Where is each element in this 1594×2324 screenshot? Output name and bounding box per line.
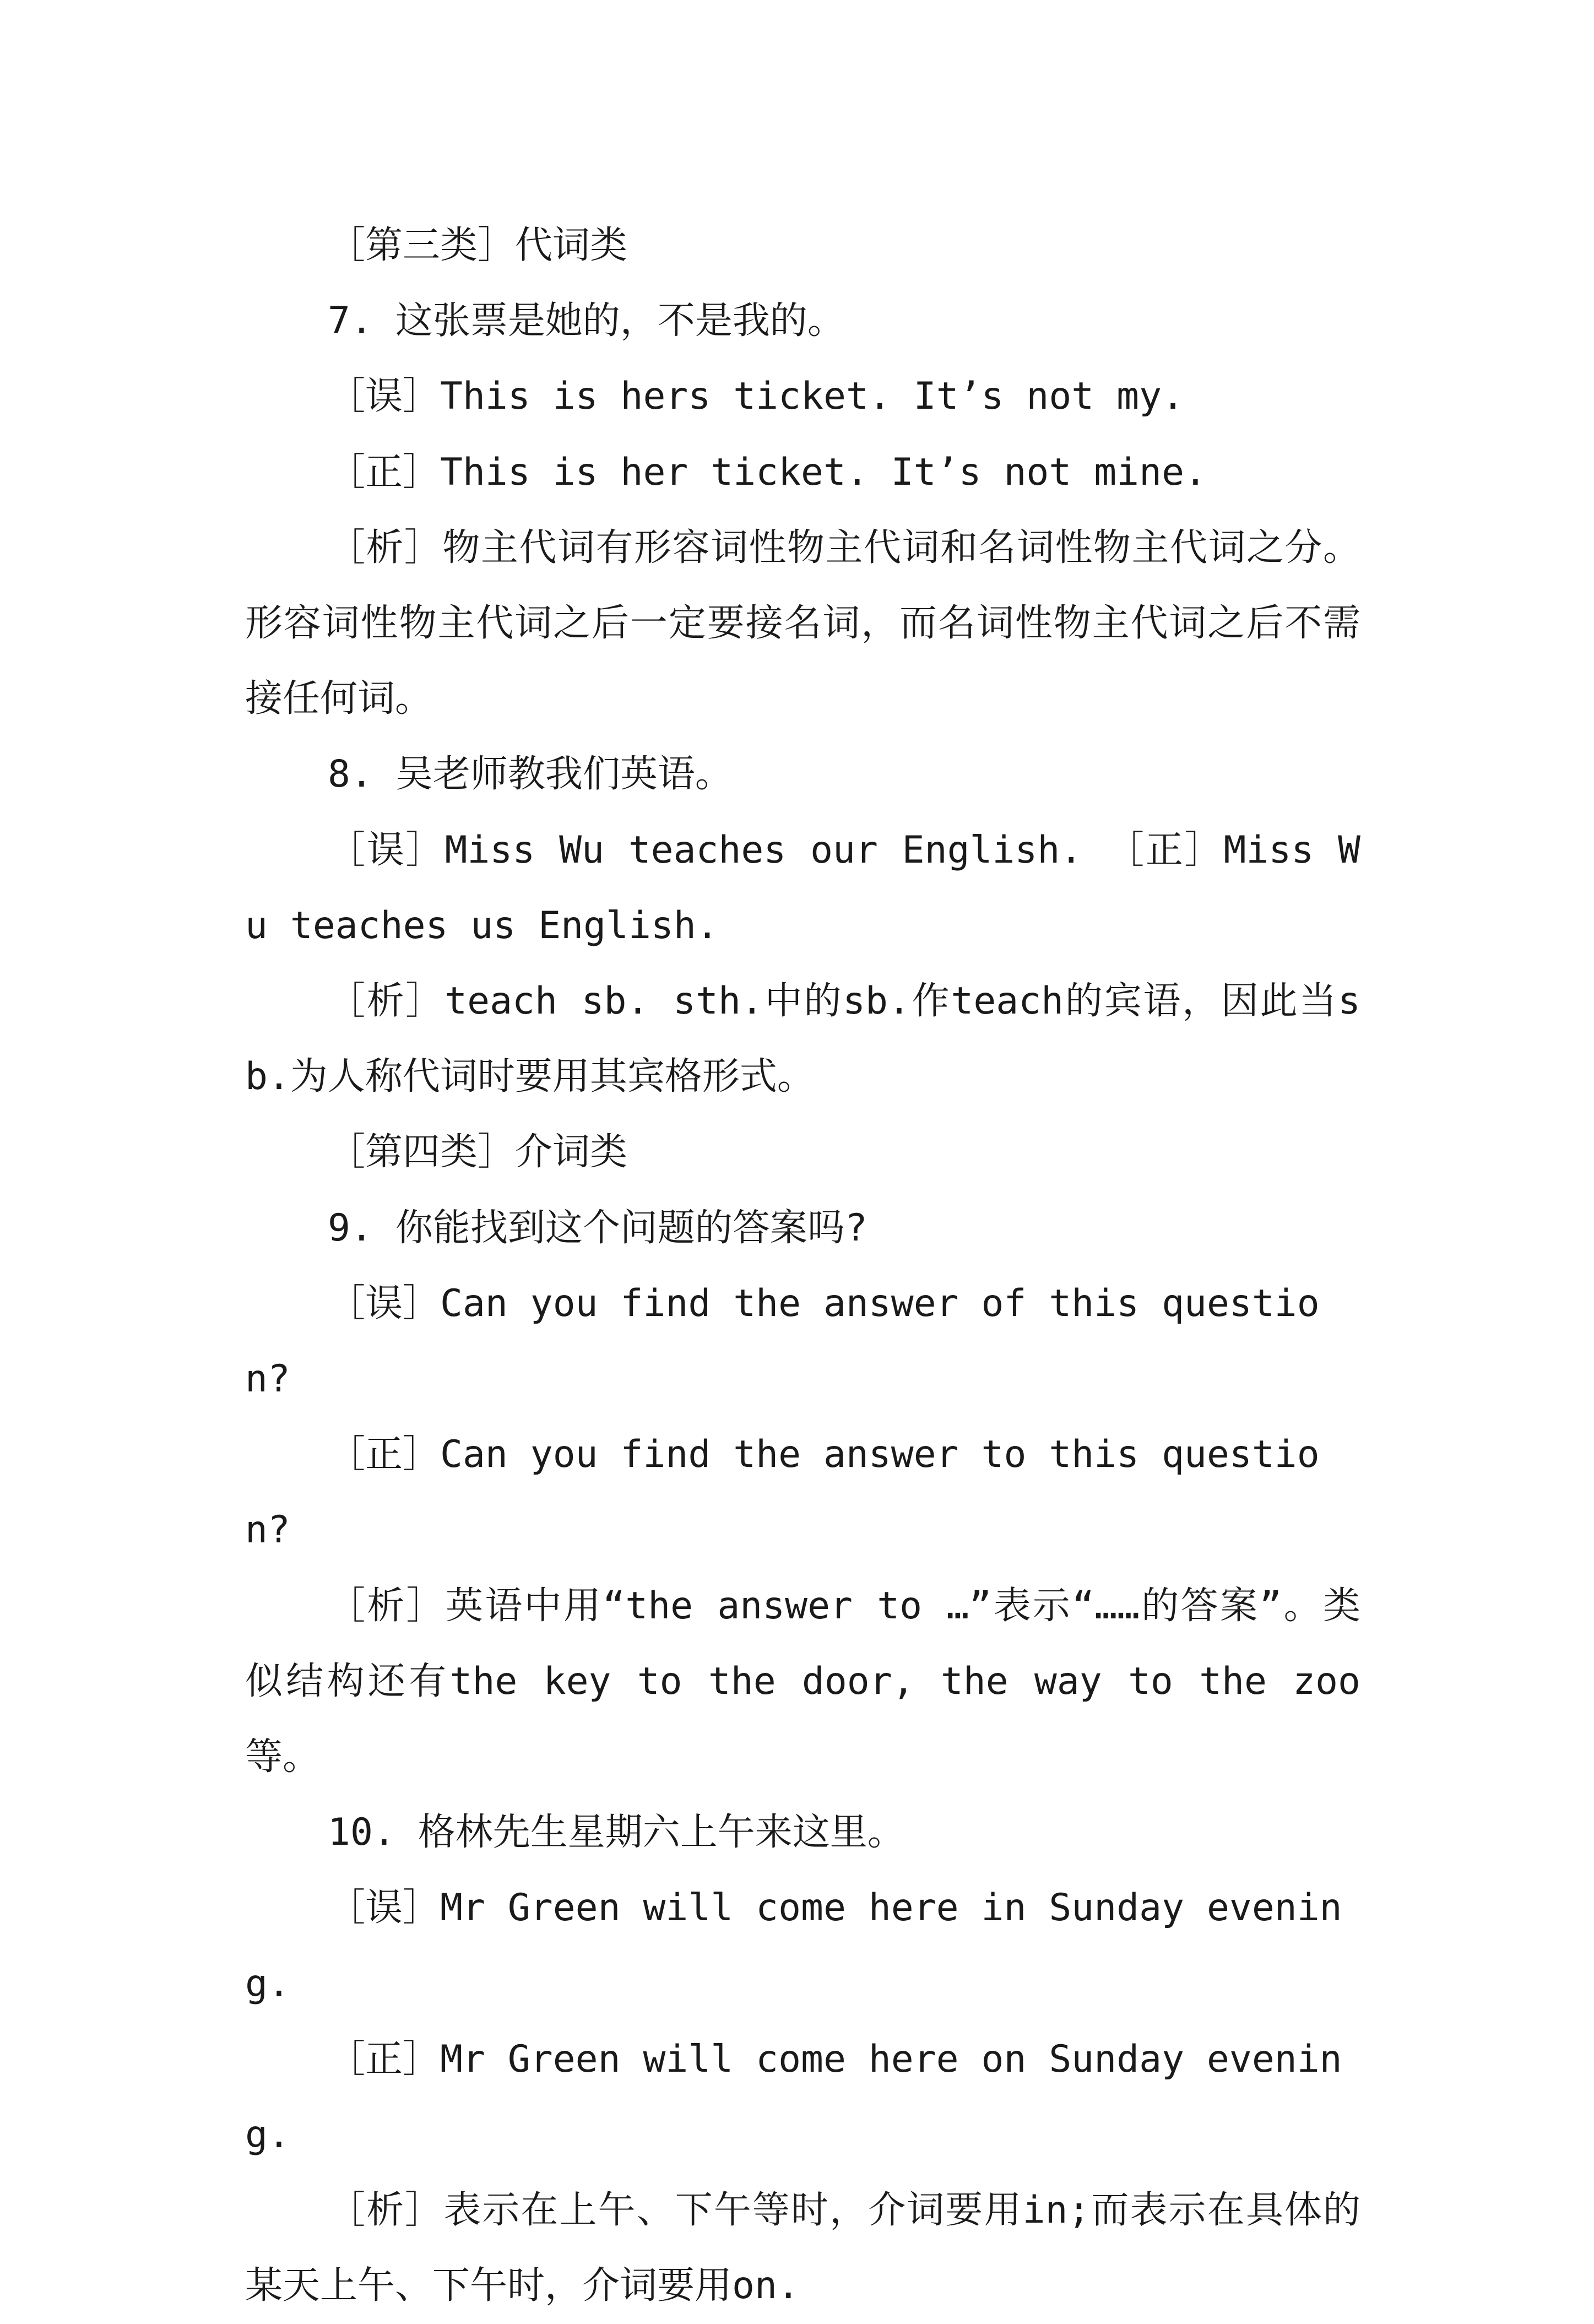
example-9-analysis: ［析］英语中用“the answer to …”表示“……的答案”。类似结构还有the key to the door, the way to the zoo等。 xyxy=(245,1584,1360,1779)
example-7-chinese: 7. 这张票是她的，不是我的。 xyxy=(328,299,845,343)
example-10-correct: ［正］Mr Green will come here on Sunday evening. xyxy=(245,2037,1342,2157)
example-7-analysis: ［析］物主代词有形容词性物主代词和名词性物主代词之分。形容词性物主代词之后一定要接名词，而名词性物主代词之后不需接任何词。 xyxy=(245,526,1360,721)
example-7-correct: ［正］This is her ticket. It’s not mine. xyxy=(328,450,1207,494)
example-9-wrong: ［误］Can you find the answer of this question? xyxy=(245,1281,1320,1401)
example-10-chinese: 10. 格林先生星期六上午来这里。 xyxy=(328,1811,905,1855)
example-9-correct: ［正］Can you find the answer to this question? xyxy=(245,1433,1320,1552)
example-10-analysis: ［析］表示在上午、下午等时，介词要用in;而表示在具体的某天上午、下午时，介词要用on. xyxy=(245,2188,1360,2308)
section-heading-pronouns: ［第三类］代词类 xyxy=(328,224,628,267)
example-9-chinese: 9. 你能找到这个问题的答案吗? xyxy=(328,1206,868,1250)
example-7-wrong: ［误］This is hers ticket. It’s not my. xyxy=(328,375,1185,419)
example-8-wrong-correct: ［误］Miss Wu teaches our English. ［正］Miss Wu teaches us English. xyxy=(245,828,1360,947)
section-heading-prepositions: ［第四类］介词类 xyxy=(328,1130,628,1174)
example-10-wrong: ［误］Mr Green will come here in Sunday evening. xyxy=(245,1886,1342,2006)
document-page xyxy=(245,208,1360,2324)
example-8-chinese: 8. 吴老师教我们英语。 xyxy=(328,752,733,797)
example-8-analysis: ［析］teach sb. sth.中的sb.作teach的宾语，因此当sb.为人称代词时要用其宾格形式。 xyxy=(245,979,1360,1099)
